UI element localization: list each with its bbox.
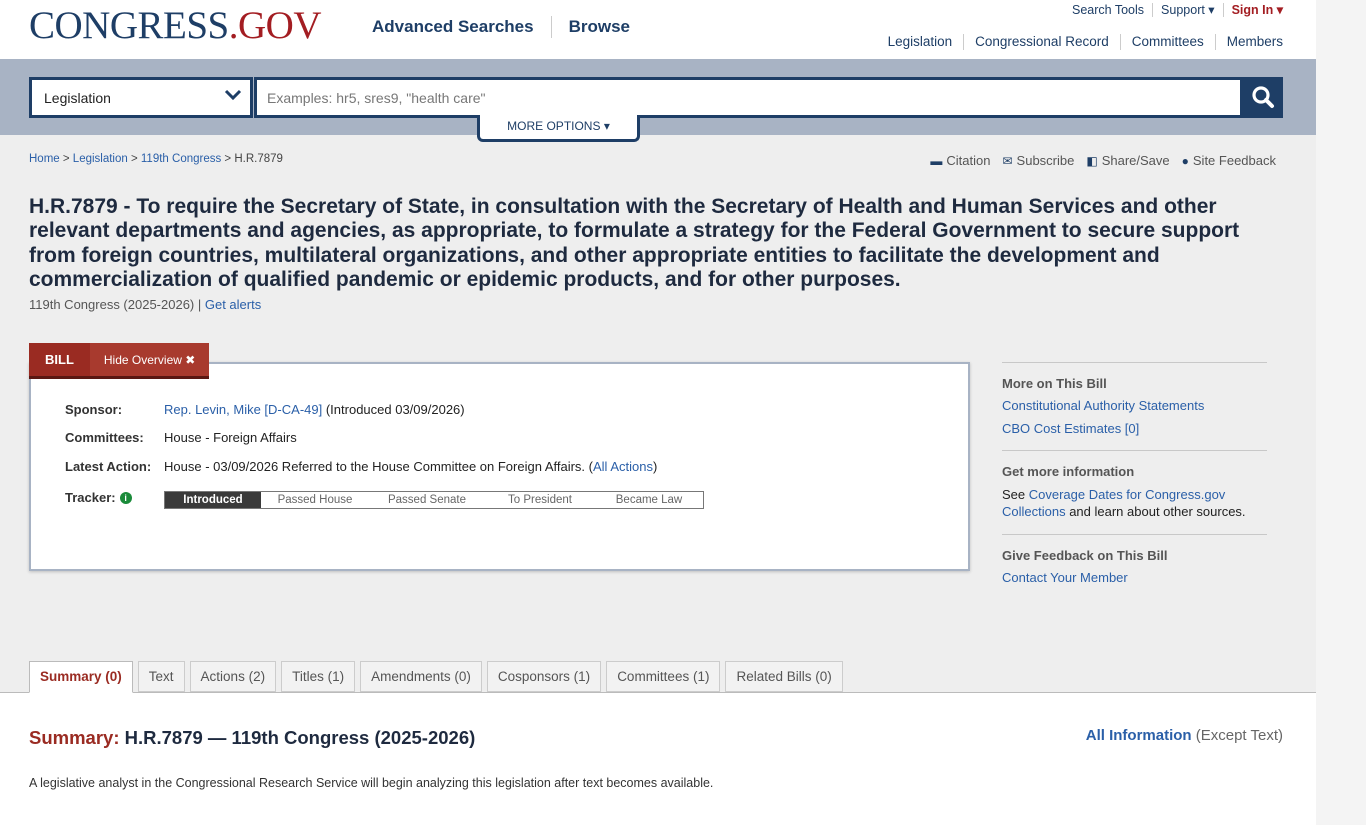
search-input[interactable]: Examples: hr5, sres9, "health care" [254, 77, 1243, 118]
search-icon [1243, 77, 1283, 118]
contact-your-member-link[interactable]: Contact Your Member [1002, 570, 1128, 585]
sign-in-menu[interactable]: Sign In ▾ [1223, 3, 1283, 17]
summary-text: A legislative analyst in the Congressional Research Service will begin analyzing this legislation after text becomes available. [29, 776, 714, 790]
tracker-step-became-law: Became Law [615, 494, 683, 506]
chevron-down-icon [224, 86, 242, 104]
tracker-step-passed-house: Passed House [277, 494, 353, 506]
sponsor-link[interactable]: Rep. Levin, Mike [D-CA-49] [164, 402, 323, 417]
tracker-step-to-president: To President [508, 494, 572, 506]
cbo-cost-estimates-link[interactable]: CBO Cost Estimates [0] [1002, 421, 1140, 436]
subscribe-tool[interactable]: ✉ Subscribe [1002, 153, 1075, 168]
page-tools [930, 153, 1276, 168]
breadcrumb: Home > Legislation > 119th Congress > H.R.7879 [29, 153, 283, 165]
bill-tabs [29, 661, 843, 693]
nav-divider [551, 16, 552, 38]
more-options-button[interactable]: MORE OPTIONS ▾ [477, 115, 640, 142]
site-feedback-tool[interactable]: ● Site Feedback [1181, 153, 1276, 168]
nav-advanced-searches[interactable]: Advanced Searches [372, 17, 534, 36]
site-nav-legislation[interactable]: Legislation [887, 34, 953, 49]
bill-overview-tab [29, 343, 209, 379]
tab-summary[interactable]: Summary (0) [29, 661, 133, 693]
tracker-row: Tracker: i [65, 490, 164, 505]
share-save-tool[interactable]: ◧ Share/Save [1086, 153, 1170, 168]
main-nav [372, 16, 630, 38]
congress-gov-logo[interactable]: CONGRESS.GOV [29, 4, 321, 47]
hide-overview-button[interactable]: Hide Overview ✖ [90, 343, 209, 376]
bill-sidebar [1002, 362, 1267, 593]
search-button[interactable] [1243, 77, 1283, 118]
search-scope-select[interactable]: Legislation [29, 77, 253, 118]
all-information-link-wrap: All Information (Except Text) [1085, 727, 1283, 744]
support-menu[interactable]: Support ▾ [1152, 3, 1223, 17]
all-information-link[interactable]: All Information [1085, 727, 1192, 744]
citation-tool[interactable]: ▬ Citation [930, 153, 991, 168]
all-actions-link[interactable]: All Actions [593, 459, 653, 474]
info-icon[interactable]: i [120, 492, 132, 504]
sponsor-row: Sponsor: Rep. Levin, Mike [D-CA-49] (Introduced 03/09/2026) [65, 402, 465, 417]
feedback-section: Give Feedback on This Bill Contact Your Member [1002, 534, 1267, 585]
share-icon: ◧ [1086, 153, 1098, 168]
get-alerts-link[interactable]: Get alerts [204, 297, 262, 312]
bill-congress-line: 119th Congress (2025-2026) | Get alerts [29, 297, 262, 312]
right-gutter [1316, 0, 1366, 825]
site-header [0, 0, 1316, 59]
breadcrumb-home[interactable]: Home [29, 153, 60, 165]
site-nav-congressional-record[interactable]: Congressional Record [963, 34, 1120, 50]
utility-nav [1064, 3, 1283, 17]
tracker-step-passed-senate: Passed Senate [387, 494, 466, 506]
latest-action-row: Latest Action: House - 03/09/2026 Referred to the House Committee on Foreign Affairs. (All Actions) [65, 459, 658, 474]
breadcrumb-congress[interactable]: 119th Congress [140, 153, 222, 165]
page-title: H.R.7879 - To require the Secretary of State, in consultation with the Secretary of Health and Human Services and other relevant departments and agencies, as appropriate, to formulate a strategy for the Federal Government to secure support from foreign countries, multilateral organizations, and other appropriate entities to facilitate the development and commercialization of qualified pandemic or epidemic products, and for other purposes. [29, 195, 1240, 292]
breadcrumb-legislation[interactable]: Legislation [72, 153, 128, 165]
breadcrumb-current: H.R.7879 [234, 153, 283, 165]
tracker-step-introduced: Introduced [165, 492, 261, 508]
tab-cosponsors[interactable]: Cosponsors (1) [487, 661, 601, 692]
tab-committees[interactable]: Committees (1) [606, 661, 720, 692]
tab-related-bills[interactable]: Related Bills (0) [725, 661, 842, 692]
tab-amendments[interactable]: Amendments (0) [360, 661, 482, 692]
search-band [0, 59, 1316, 135]
bill-overview-panel [29, 362, 970, 571]
tab-text[interactable]: Text [138, 661, 185, 692]
site-nav-committees[interactable]: Committees [1120, 34, 1215, 50]
bill-tracker [164, 491, 704, 509]
more-information-section: Get more information See Coverage Dates for Congress.gov Collections and learn about other sources. [1002, 450, 1267, 520]
bill-tab-label: BILL [45, 352, 74, 367]
citation-icon: ▬ [930, 153, 943, 168]
site-nav [877, 34, 1283, 50]
constitutional-authority-link[interactable]: Constitutional Authority Statements [1002, 398, 1205, 413]
tab-titles[interactable]: Titles (1) [281, 661, 355, 692]
site-nav-members[interactable]: Members [1215, 34, 1283, 50]
comment-icon: ● [1181, 153, 1189, 168]
coverage-dates-link[interactable]: Coverage Dates for Congress.gov Collections [1002, 487, 1226, 519]
search-tools-link[interactable]: Search Tools [1072, 3, 1145, 17]
tab-actions[interactable]: Actions (2) [190, 661, 277, 692]
committees-row: Committees: House - Foreign Affairs [65, 430, 297, 445]
summary-heading: Summary: H.R.7879 — 119th Congress (2025-2026) [29, 727, 476, 748]
nav-browse[interactable]: Browse [568, 17, 631, 36]
more-on-bill-section: More on This Bill Constitutional Authority Statements CBO Cost Estimates [0] [1002, 362, 1267, 436]
envelope-icon: ✉ [1002, 153, 1013, 168]
